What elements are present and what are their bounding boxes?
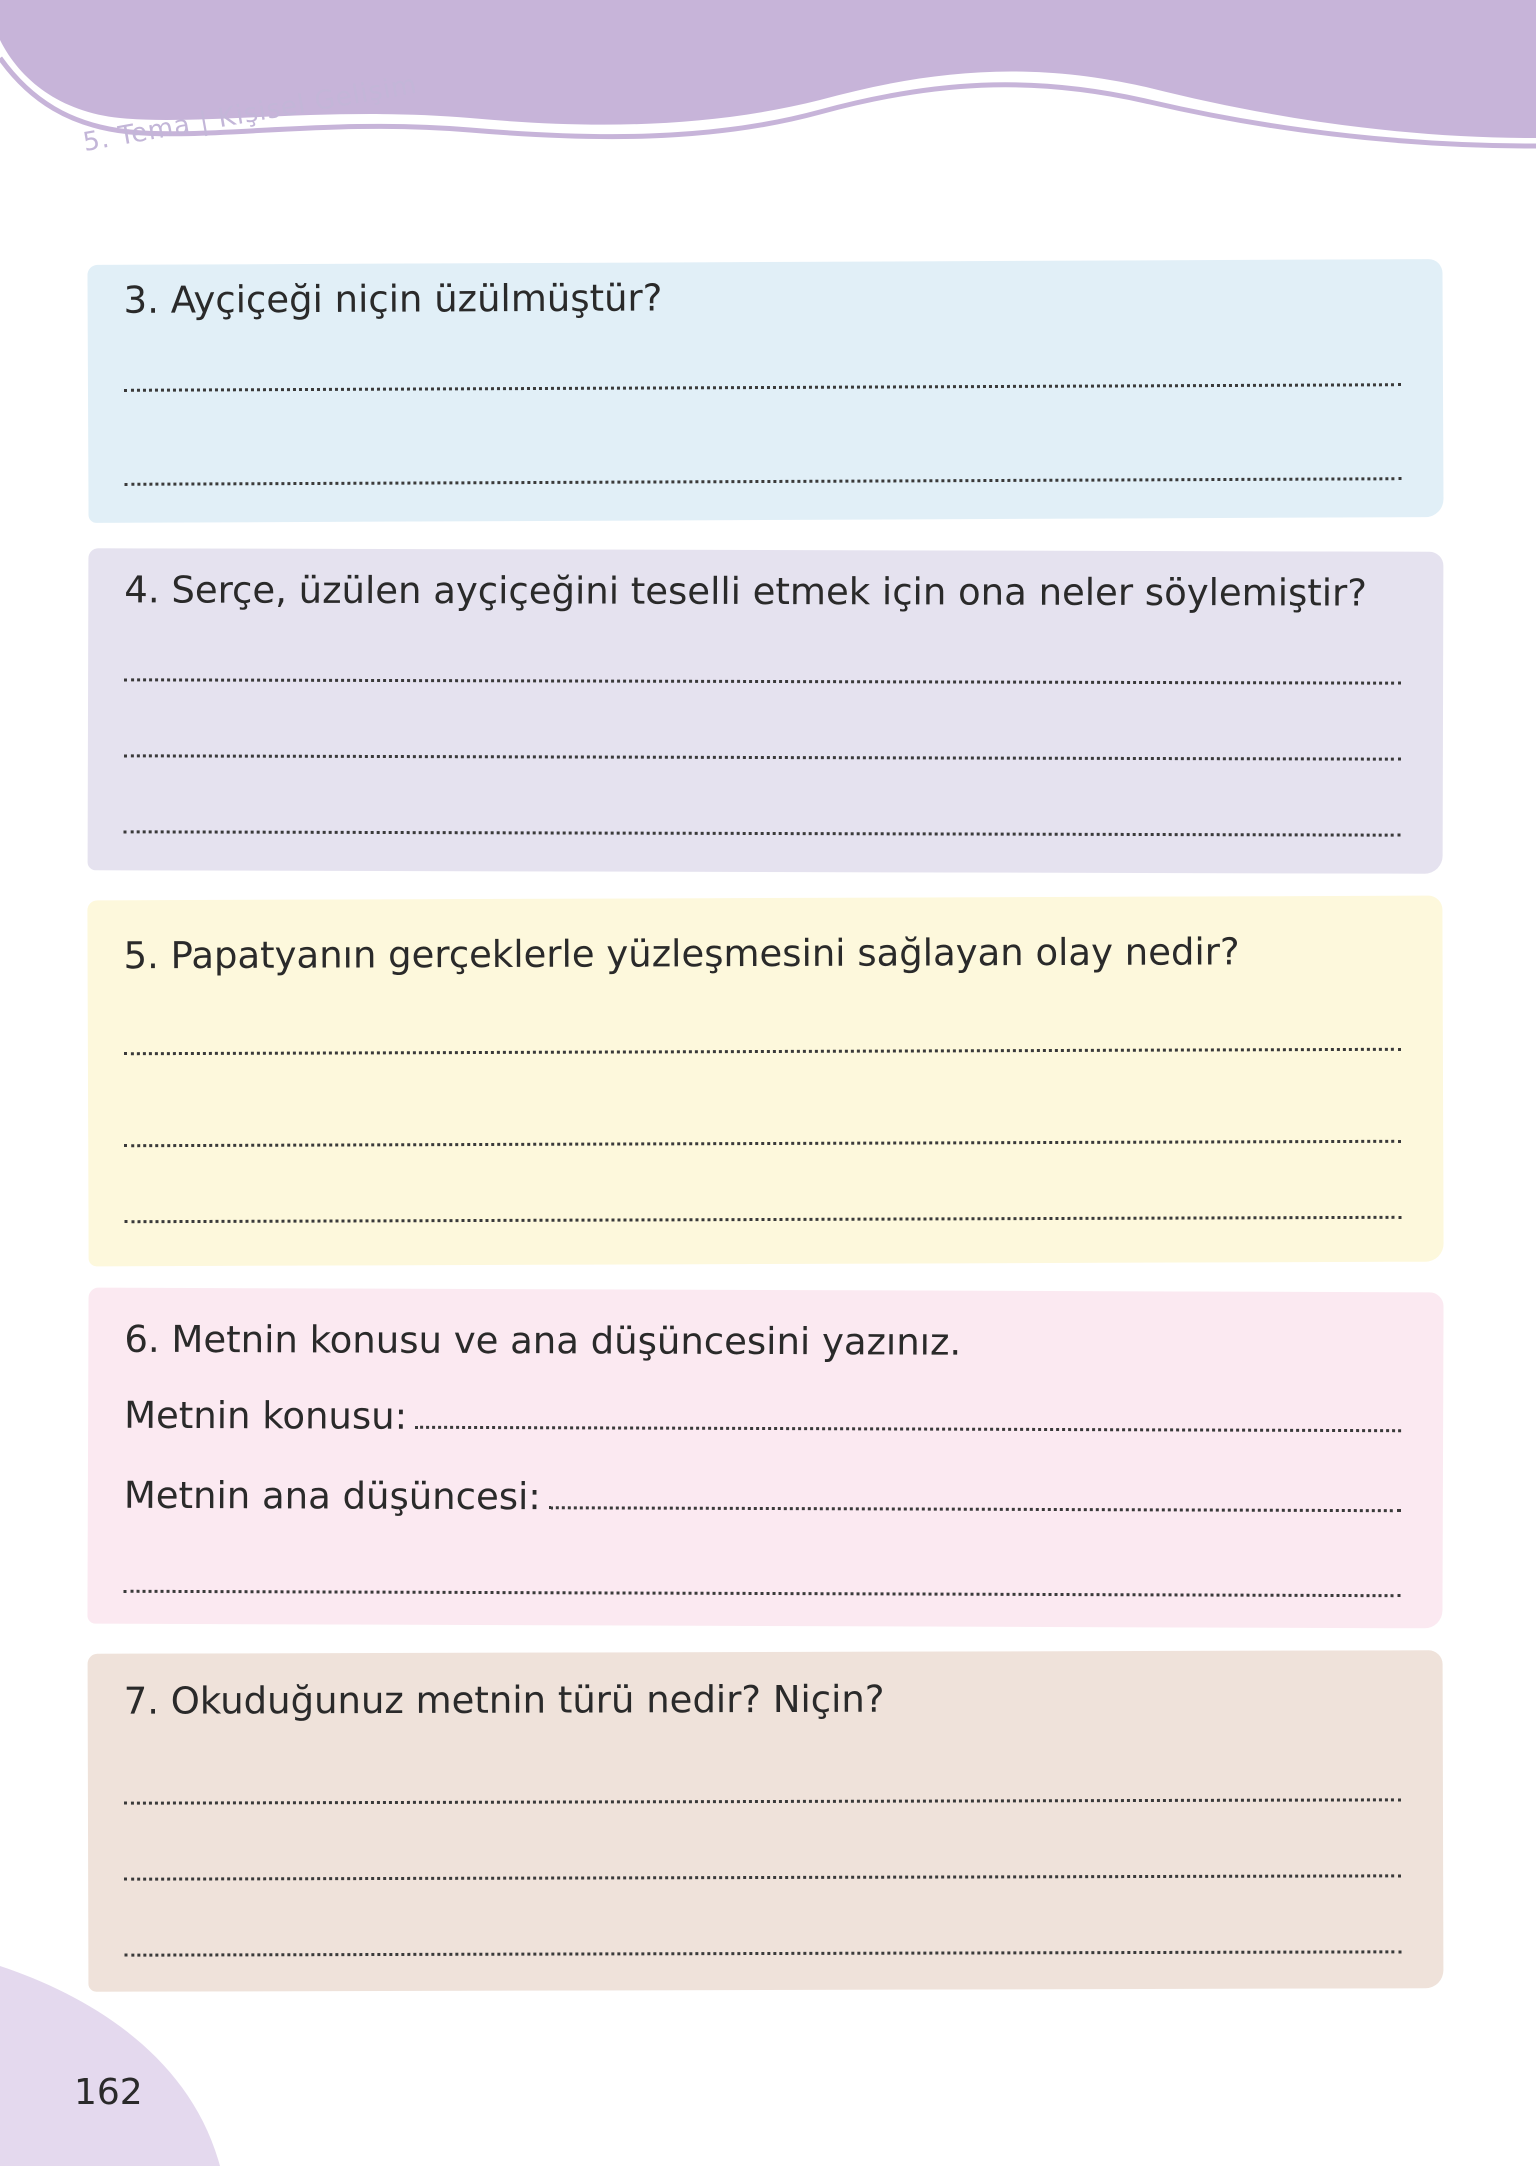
main-idea-label: Metnin ana düşüncesi: [123,1473,541,1519]
question-card-7 [88,1650,1444,1992]
main-idea-field-row [124,1474,1401,1521]
main-idea-answer-line[interactable] [549,1506,1401,1512]
question-card-3 [87,259,1443,523]
answer-line[interactable] [124,1140,1401,1147]
topic-answer-line[interactable] [415,1426,1401,1432]
page-number: 162 [74,2072,143,2113]
answer-line[interactable] [124,678,1401,684]
answer-line[interactable] [124,1048,1401,1055]
theme-label: 5. Tema | Kişisel Gelişim [80,69,420,158]
question-5-text: 5. Papatyanın gerçeklerle yüzleşmesini sağlayan olay nedir? [123,930,1240,978]
question-card-6 [87,1288,1443,1629]
topic-field-row [124,1394,1401,1441]
answer-line[interactable] [124,477,1401,486]
answer-line[interactable] [124,830,1401,836]
question-card-5 [87,896,1443,1267]
header-wave-decoration [0,0,1536,160]
corner-blob-decoration [0,1966,240,2166]
question-3-text: 3. Ayçiçeği niçin üzülmüştür? [123,276,663,322]
answer-line[interactable] [124,754,1401,760]
answer-line[interactable] [124,1590,1401,1597]
topic-label: Metnin konusu: [124,1393,408,1438]
question-4-text: 4. Serçe, üzülen ayçiçeğini teselli etmek için ona neler söylemiştir? [124,568,1367,615]
answer-line[interactable] [124,1216,1401,1223]
question-6-text: 6. Metnin konusu ve ana düşüncesini yazınız. [124,1317,962,1364]
answer-line[interactable] [124,1874,1401,1880]
answer-line[interactable] [124,383,1401,392]
answer-line[interactable] [124,1798,1401,1804]
answer-line[interactable] [124,1950,1401,1956]
question-7-text: 7. Okuduğunuz metnin türü nedir? Niçin? [123,1677,885,1723]
question-card-4 [88,548,1444,874]
